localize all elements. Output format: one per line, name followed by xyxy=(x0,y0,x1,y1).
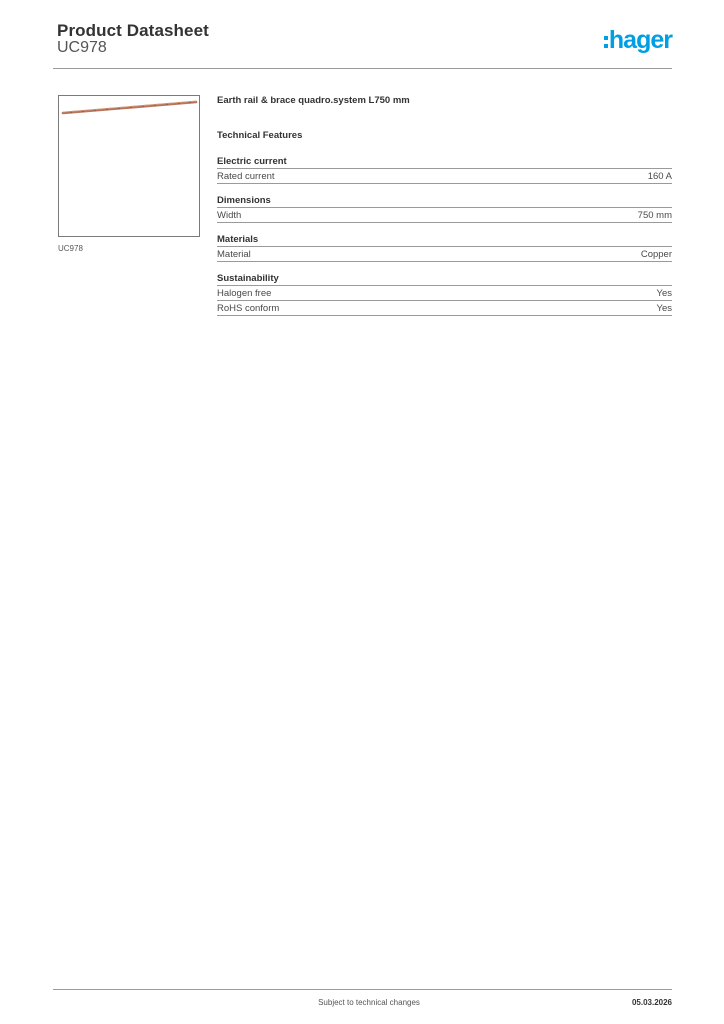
spec-label: Rated current xyxy=(217,171,275,182)
spec-value: Yes xyxy=(656,288,672,299)
header-divider xyxy=(53,68,672,69)
footer-date: 05.03.2026 xyxy=(631,998,672,1007)
spec-row-rohs-conform xyxy=(217,301,672,316)
product-name: Earth rail & brace quadro.system L750 mm xyxy=(217,95,410,106)
technical-features-panel xyxy=(217,95,672,316)
image-caption: UC978 xyxy=(58,244,83,253)
spec-label: Material xyxy=(217,249,251,260)
section-materials xyxy=(217,234,672,262)
page-title: Product Datasheet xyxy=(57,21,209,40)
spec-label: RoHS conform xyxy=(217,303,280,314)
section-sustainability xyxy=(217,273,672,316)
section-title: Materials xyxy=(217,234,672,247)
footer-divider xyxy=(53,989,672,990)
section-title: Dimensions xyxy=(217,195,672,208)
hager-logo xyxy=(604,26,672,54)
spec-value: 160 A xyxy=(647,171,672,182)
spec-row-width xyxy=(217,208,672,223)
logo-text: hager xyxy=(608,26,672,54)
section-title: Sustainability xyxy=(217,273,672,286)
spec-row-rated-current xyxy=(217,169,672,184)
section-title: Electric current xyxy=(217,156,672,169)
technical-features-heading: Technical Features xyxy=(217,130,303,141)
product-code: UC978 xyxy=(57,39,107,56)
logo-colon-mark xyxy=(604,36,608,48)
spec-row-material xyxy=(217,247,672,262)
spec-label: Halogen free xyxy=(217,288,272,299)
section-electric-current xyxy=(217,156,672,184)
spec-value: 750 mm xyxy=(637,210,672,221)
section-dimensions xyxy=(217,195,672,223)
spec-value: Copper xyxy=(640,249,672,260)
product-image xyxy=(58,95,200,237)
spec-value: Yes xyxy=(656,303,672,314)
spec-label: Width xyxy=(217,210,242,221)
earth-rail-picture xyxy=(59,96,199,236)
footer-note: Subject to technical changes xyxy=(318,998,420,1007)
spec-row-halogen-free xyxy=(217,286,672,301)
